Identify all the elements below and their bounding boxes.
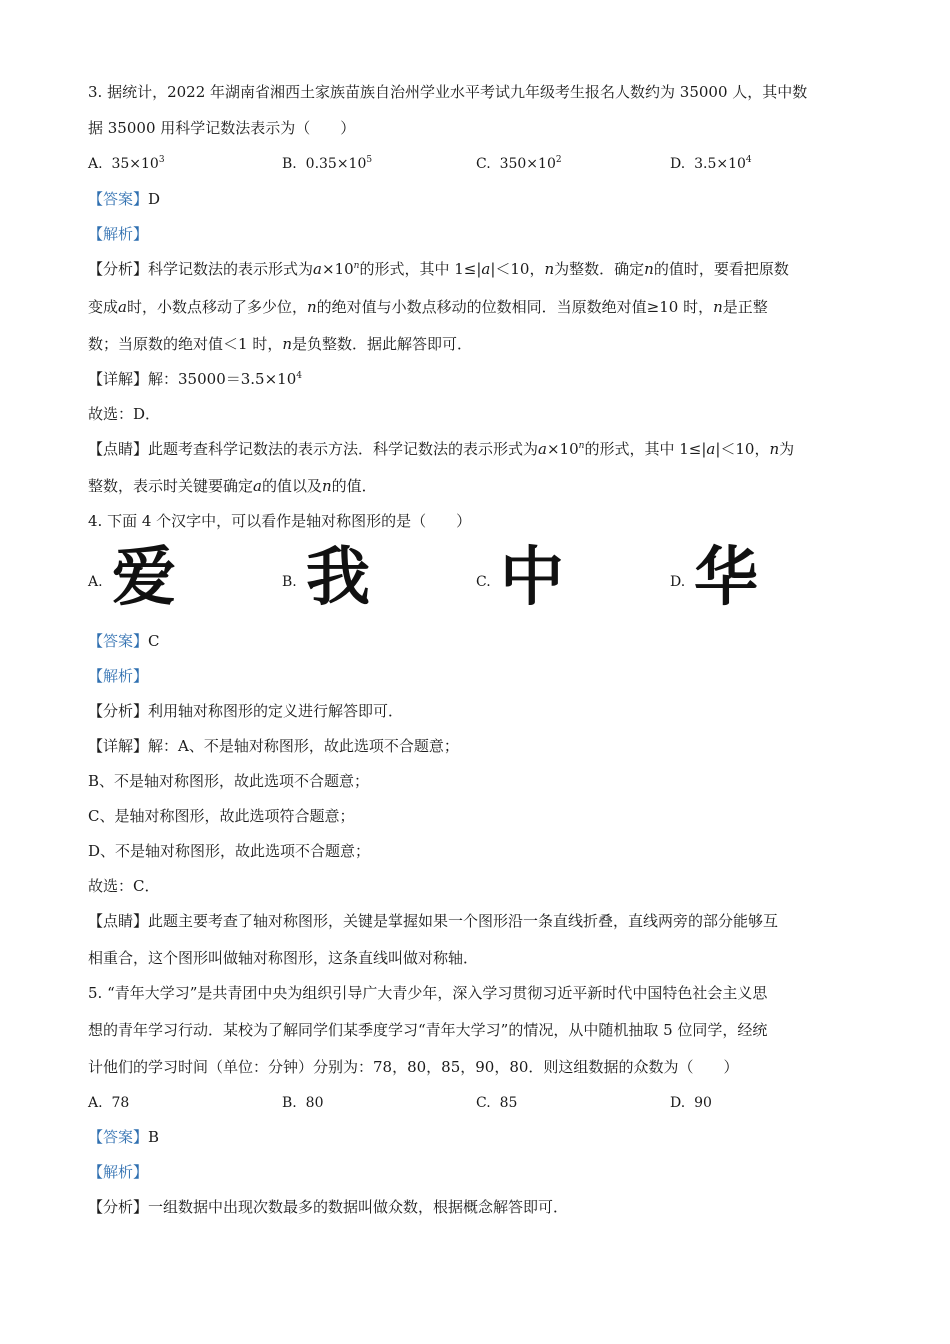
q5-option-a: A. 78 xyxy=(88,1095,130,1111)
q4-fenxi: 【分析】利用轴对称图形的定义进行解答即可． xyxy=(88,702,404,720)
q4-guxuan: 故选：C． xyxy=(88,877,160,895)
q4-dianjing-line-2: 相重合，这个图形叫做轴对称图形，这条直线叫做对称轴． xyxy=(88,949,479,967)
q4-option-c-char: 中 xyxy=(500,541,564,615)
q5-option-b: B. 80 xyxy=(282,1095,324,1111)
q5-stem-line-2: 想的青年学习行动．某校为了解同学们某季度学习“青年大学习”的情况，从中随机抽取 5 位同学，经统 xyxy=(88,1021,768,1039)
q3-xiangjie: 【详解】解：$35000=3.5\times 10^4$ xyxy=(88,370,302,388)
q4-jiexi-heading: 【解析】 xyxy=(88,667,149,685)
q4-option-b-letter: B. xyxy=(282,574,297,590)
q5-option-c: C. 85 xyxy=(476,1095,518,1111)
q4-option-b-char: 我 xyxy=(306,541,370,615)
q4-xiangjie: 【详解】解：A、不是轴对称图形，故此选项不合题意； xyxy=(88,737,459,755)
q4-stem: 4. 下面 4 个汉字中，可以看作是轴对称图形的是（ ） xyxy=(88,512,472,530)
q5-option-d: D. 90 xyxy=(670,1095,712,1111)
q3-dianjing-line-1: 【点睛】此题考查科学记数法的表示方法．科学记数法的表示形式为$a\times 10^n$的形式，其中 1≤|a|＜10，n为 xyxy=(88,440,795,458)
q4-dianjing-line-1: 【点睛】此题主要考查了轴对称图形，关键是掌握如果一个图形沿一条直线折叠，直线两旁的部分能够互 xyxy=(88,912,779,930)
q4-answer: 【答案】C xyxy=(88,632,160,650)
q3-fenxi-line-2: 变成a时，小数点移动了多少位，n的绝对值与小数点移动的位数相同．当原数绝对值≥10 时，n是正整 xyxy=(88,298,768,316)
q3-option-c: C. $350\times 10^2$ xyxy=(476,155,562,172)
q5-fenxi: 【分析】一组数据中出现次数最多的数据叫做众数，根据概念解答即可． xyxy=(88,1198,569,1216)
q3-option-d: D. $3.5\times 10^4$ xyxy=(670,155,752,172)
q3-guxuan: 故选：D． xyxy=(88,405,161,423)
q5-answer: 【答案】B xyxy=(88,1128,160,1146)
q3-stem-line-1: 3. 据统计，2022 年湖南省湘西土家族苗族自治州学业水平考试九年级考生报名人数约为 35000 人，其中数 xyxy=(88,83,808,101)
q4-line-b: B、不是轴对称图形，故此选项不合题意； xyxy=(88,772,370,790)
q3-answer: 【答案】D xyxy=(88,190,161,208)
q4-line-c: C、是轴对称图形，故此选项符合题意； xyxy=(88,807,355,825)
q4-line-d: D、不是轴对称图形，故此选项不合题意； xyxy=(88,842,371,860)
q3-option-b: B. $0.35\times 10^5$ xyxy=(282,155,373,172)
q4-option-a-letter: A. xyxy=(88,574,103,590)
q4-option-c-letter: C. xyxy=(476,574,491,590)
q5-stem-line-1: 5. “青年大学习”是共青团中央为组织引导广大青少年，深入学习贯彻习近平新时代中国特色社会主义思 xyxy=(88,984,768,1002)
q3-jiexi-heading: 【解析】 xyxy=(88,225,149,243)
q3-option-a: A. $35\times 10^3$ xyxy=(88,155,165,172)
q3-fenxi-line-1: 【分析】科学记数法的表示形式为$a\times 10^n$的形式，其中 1≤|a|＜10，n为整数．确定n的值时，要看把原数 xyxy=(88,260,789,278)
q5-stem-line-3: 计他们的学习时间（单位：分钟）分别为：78，80，85，90，80．则这组数据的众数为（ ） xyxy=(88,1058,739,1076)
q3-stem-line-2: 据 35000 用科学记数法表示为（ ） xyxy=(88,119,356,137)
q3-dianjing-line-2: 整数，表示时关键要确定a的值以及n的值． xyxy=(88,477,377,495)
q4-option-d-letter: D. xyxy=(670,574,686,590)
q4-option-a-char: 爱 xyxy=(112,541,176,615)
q4-option-d-char: 华 xyxy=(694,541,758,615)
q5-jiexi-heading: 【解析】 xyxy=(88,1163,149,1181)
q3-fenxi-line-3: 数；当原数的绝对值＜1 时，n是负整数．据此解答即可． xyxy=(88,335,473,353)
